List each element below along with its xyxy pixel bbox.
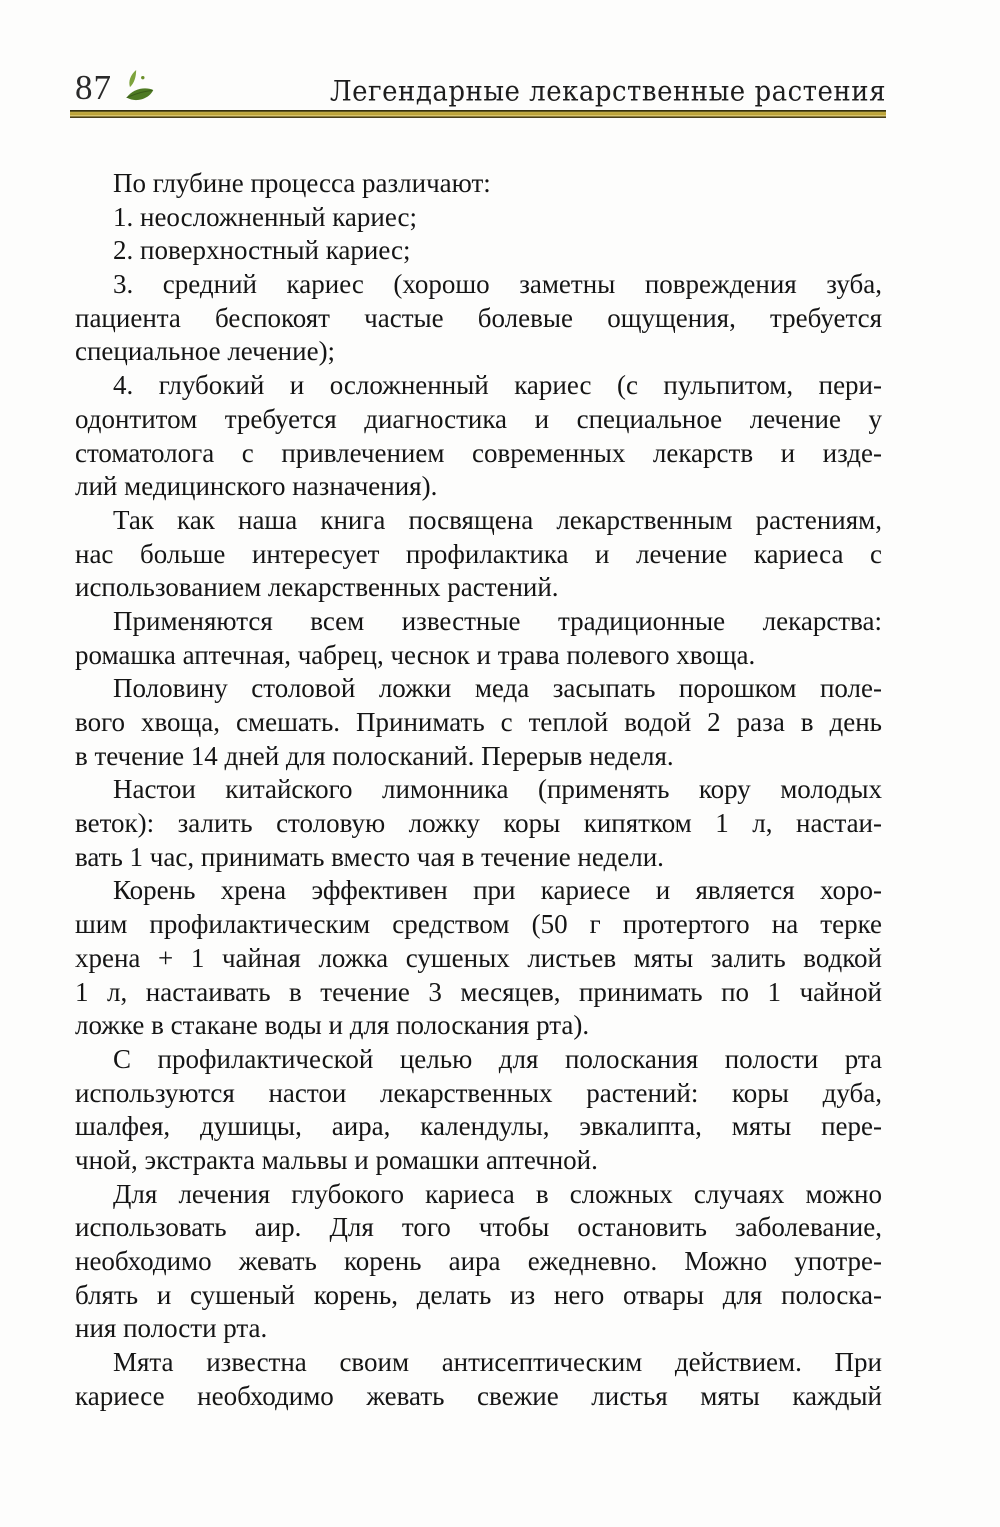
text-line: 2. поверхностный кариес; (113, 235, 411, 266)
text-line: Половину столовой ложки меда засыпать порошком поле- (113, 673, 882, 704)
text-line: веток): залить столовую ложку коры кипятком 1 л, настаи- (75, 808, 882, 839)
text-line: Корень хрена эффективен при кариесе и является хоро- (113, 875, 882, 906)
leaf-icon (120, 69, 158, 111)
text-line: кариесе необходимо жевать свежие листья мяты каждый (75, 1380, 882, 1411)
text-line: Применяются всем известные традиционные лекарства: (113, 605, 882, 636)
text-line: нас больше интересует профилактика и лечение кариеса с (75, 538, 882, 569)
text-line: 1 л, настаивать в течение 3 месяцев, принимать по 1 чайной (75, 976, 882, 1007)
header-rule (70, 110, 886, 118)
text-line: шалфея, душицы, аира, календулы, эвкалипта, мяты пере- (75, 1111, 882, 1142)
text-line: 3. средний кариес (хорошо заметны повреждения зуба, (113, 269, 882, 300)
text-line: хрена + 1 чайная ложка сушеных листьев мяты залить водкой (75, 942, 882, 973)
text-line: вого хвоща, смешать. Принимать с теплой водой 2 раза в день (75, 707, 882, 737)
text-line: ложке в стакане воды и для полоскания рта). (75, 1010, 590, 1041)
text-line: ния полости рта. (75, 1313, 268, 1344)
text-line: в течение 14 дней для полосканий. Перерыв неделя. (75, 740, 674, 771)
text-line: лий медицинского назначения). (75, 471, 438, 502)
text-line: стоматолога с привлечением современных лекарств и изде- (75, 437, 882, 468)
text-line: одонтитом требуется диагностика и специальное лечение у (75, 403, 882, 434)
text-line: использовать аир. Для того чтобы остановить заболевание, (75, 1212, 882, 1243)
running-title: Легендарные лекарственные растения (329, 75, 886, 108)
text-line: специальное лечение); (75, 336, 336, 367)
page-number: 87 (75, 68, 112, 107)
text-line: Настои китайского лимонника (применять кору молодых (113, 774, 882, 805)
text-line: По глубине процесса различают: (113, 168, 491, 198)
page-header (70, 68, 886, 110)
text-line: необходимо жевать корень аира ежедневно. Можно употре- (75, 1246, 882, 1276)
text-line: используются настои лекарственных растений: коры дуба, (75, 1077, 882, 1108)
text-line: Для лечения глубокого кариеса в сложных случаях можно (113, 1178, 882, 1209)
text-line: вать 1 час, принимать вместо чая в течение недели. (75, 841, 664, 872)
text-line: 1. неосложненный кариес; (113, 201, 418, 232)
text-line: Мята известна своим антисептическим действием. При (113, 1347, 882, 1378)
text-line: С профилактической целью для полоскания полости рта (113, 1043, 882, 1074)
text-block (75, 167, 882, 1413)
text-line: Так как наша книга посвящена лекарственным растениям, (113, 504, 882, 535)
text-line: использованием лекарственных растений. (75, 572, 559, 603)
text-line: 4. глубокий и осложненный кариес (с пульпитом, пери- (113, 370, 882, 401)
text-line: чной, экстракта мальвы и ромашки аптечной. (75, 1144, 598, 1175)
text-line: шим профилактическим средством (50 г протертого на терке (75, 909, 882, 940)
text-line: пациента беспокоят частые болевые ощущения, требуется (75, 302, 882, 333)
text-line: блять и сушеный корень, делать из него отвары для полоска- (75, 1279, 882, 1310)
text-line: ромашка аптечная, чабрец, чеснок и трава полевого хвоща. (75, 639, 756, 670)
